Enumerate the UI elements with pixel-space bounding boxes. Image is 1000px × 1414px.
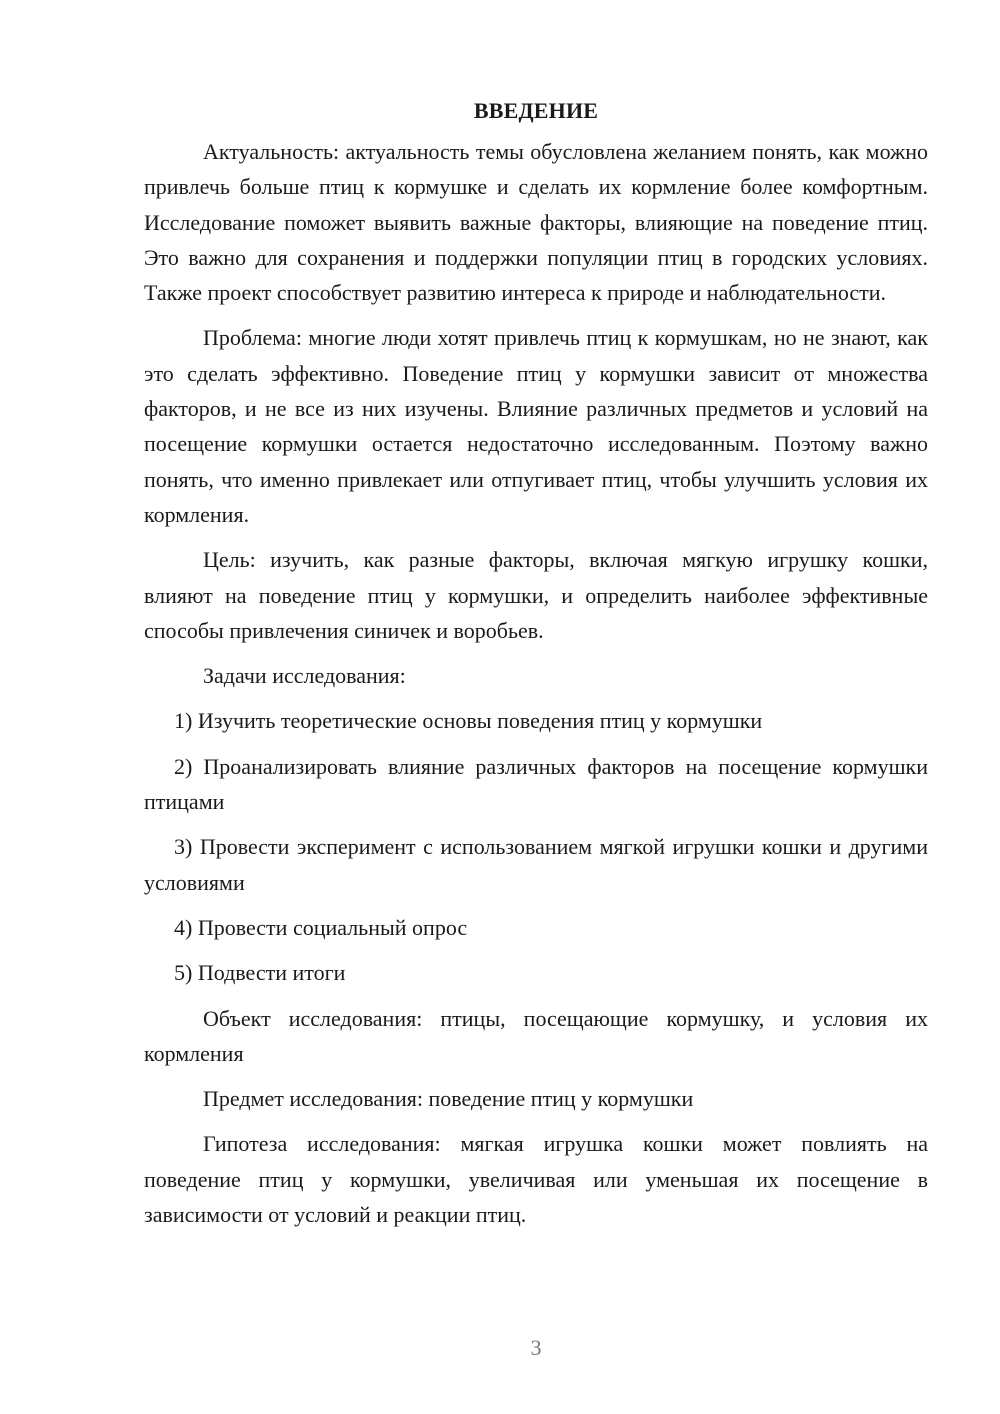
object-paragraph: Объект исследования: птицы, посещающие кормушку, и условия их кормления — [144, 1005, 928, 1066]
hypothesis-paragraph: Гипотеза исследования: мягкая игрушка кошки может повлиять на поведение птиц у кормушки, увеличивая или уменьшая их посещение в зависимости от условий и реакции птиц. — [144, 1131, 928, 1228]
section-heading: ВВЕДЕНИЕ — [473, 98, 599, 123]
tasks-title: Задачи исследования: — [203, 663, 406, 689]
problem-paragraph: Проблема: многие люди хотят привлечь птиц к кормушкам, но не знают, как это сделать эффективно. Поведение птиц у кормушки зависит от множества факторов, и не все из них изучены. Влияние различных предметов и условий на посещение кормушки остается недостаточно исследованным. Поэтому важно понять, что именно привлекает или отпугивает птиц, чтобы улучшить условия их кормления. — [144, 325, 928, 527]
task-item-2: 2) Проанализировать влияние различных факторов на посещение кормушки птицами — [144, 753, 928, 815]
task-item-5: 5) Подвести итоги — [174, 960, 346, 986]
subject-paragraph: Предмет исследования: поведение птиц у кормушки — [203, 1086, 694, 1112]
page-content — [144, 96, 928, 1242]
page-number: 3 — [530, 1335, 542, 1360]
task-item-1: 1) Изучить теоретические основы поведения птиц у кормушки — [174, 708, 763, 734]
task-item-3: 3) Провести эксперимент с использованием мягкой игрушки кошки и другими условиями — [144, 834, 928, 895]
relevance-paragraph: Актуальность: актуальность темы обусловлена желанием понять, как можно привлечь больше птиц к кормушке и сделать их кормление более комфортным. Исследование поможет выявить важные факторы, влияющие на поведение птиц. Это важно для сохранения и поддержки популяции птиц в городских условиях. Также проект способствует развитию интереса к природе и наблюдательности. — [144, 139, 928, 306]
task-item-4: 4) Провести социальный опрос — [174, 914, 468, 940]
goal-paragraph: Цель: изучить, как разные факторы, включая мягкую игрушку кошки, влияют на поведение птиц у кормушки, и определить наиболее эффективные способы привлечения синичек и воробьев. — [144, 547, 928, 643]
